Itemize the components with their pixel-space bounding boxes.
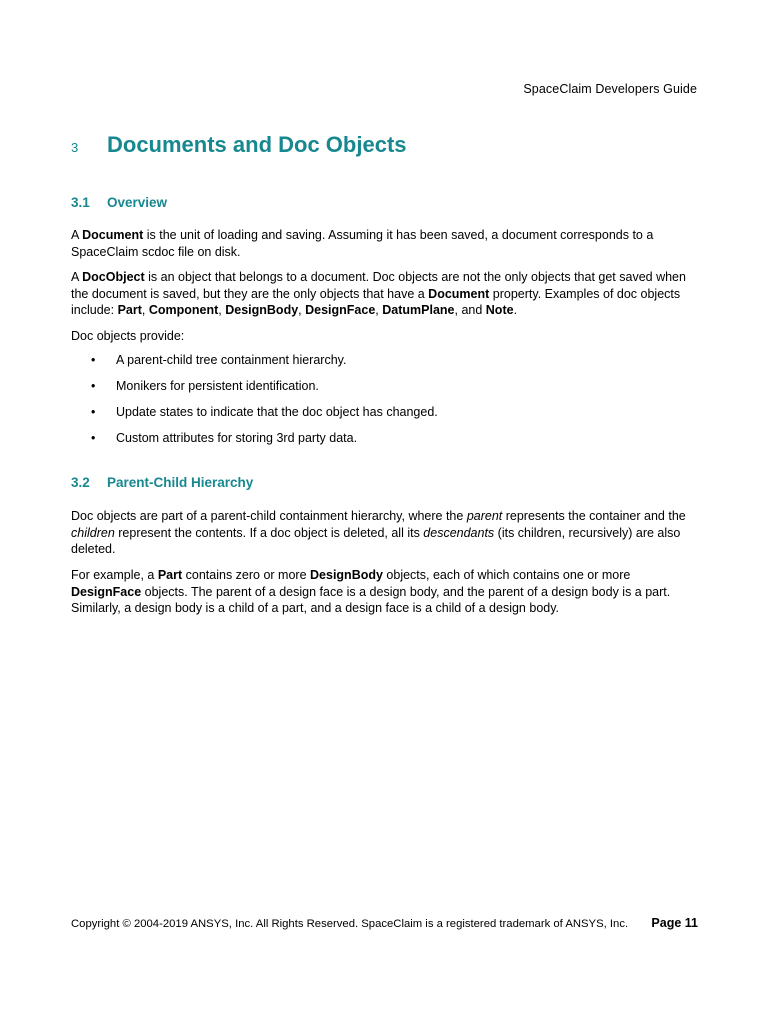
text-run: Doc objects are part of a parent-child containment hierarchy, where the bbox=[71, 509, 467, 523]
term-note: Note bbox=[485, 303, 514, 317]
text-run: , bbox=[375, 303, 383, 317]
text-run: property. Examples of doc objects include: bbox=[71, 286, 681, 317]
overview-paragraph-document bbox=[71, 227, 701, 260]
bullet-dot-icon: • bbox=[91, 379, 96, 393]
term-document: Document bbox=[82, 228, 144, 242]
chapter-number: 3 bbox=[71, 140, 79, 155]
text-run: represents the container and the bbox=[502, 509, 686, 523]
list-item-text: Custom attributes for storing 3rd party data. bbox=[116, 431, 358, 445]
section-heading-overview bbox=[71, 195, 167, 210]
term-document-property: Document bbox=[428, 286, 490, 301]
text-run: A bbox=[71, 270, 83, 284]
chapter-title: Documents and Doc Objects bbox=[107, 132, 407, 157]
text-run: objects, each of which contains one or more bbox=[382, 568, 631, 582]
text-run: is the unit of loading and saving. Assuming it has been saved, a document corresponds to a SpaceClaim scdoc file on disk. bbox=[71, 228, 654, 259]
text-run: objects. The parent of a design face is a design body, and the parent of a design body is a part. Similarly, a design body is a child of a part, and a design face is a child of a design body. bbox=[71, 584, 671, 615]
page-number: Page 11 bbox=[651, 916, 698, 930]
list-item bbox=[71, 430, 701, 456]
text-run: is an object that belongs to a document. Doc objects are not the only objects that get saved when the document is saved, but they are the only objects that have a bbox=[71, 270, 686, 301]
term-parent: parent bbox=[466, 509, 503, 523]
text-run: . bbox=[513, 303, 518, 317]
hierarchy-paragraph-definition bbox=[71, 508, 701, 558]
section-title: Overview bbox=[107, 195, 168, 210]
text-run: , bbox=[298, 303, 306, 317]
chapter-heading bbox=[71, 132, 701, 158]
term-designbody: DesignBody bbox=[310, 568, 383, 582]
list-item bbox=[71, 404, 701, 430]
list-item bbox=[71, 378, 701, 404]
term-component: Component bbox=[148, 303, 219, 317]
text-run: A bbox=[71, 228, 83, 242]
overview-paragraph-docobject bbox=[71, 269, 701, 319]
text-run: , and bbox=[454, 303, 486, 317]
text-run: For example, a bbox=[71, 568, 158, 582]
term-datumplane: DatumPlane bbox=[382, 303, 455, 317]
text-run: represent the contents. If a doc object is deleted, all its bbox=[114, 525, 424, 540]
text-run: contains zero or more bbox=[182, 568, 311, 582]
overview-paragraph-provides: Doc objects provide: bbox=[71, 329, 185, 343]
term-descendants: descendants bbox=[423, 525, 495, 540]
section-number: 3.1 bbox=[71, 195, 90, 210]
section-number: 3.2 bbox=[71, 475, 90, 490]
term-children: children bbox=[71, 525, 115, 540]
term-part: Part bbox=[157, 568, 183, 582]
list-item-text: A parent-child tree containment hierarchy. bbox=[116, 353, 347, 367]
list-item-text: Update states to indicate that the doc object has changed. bbox=[116, 405, 438, 419]
term-designbody: DesignBody bbox=[225, 303, 299, 317]
list-item bbox=[71, 352, 701, 378]
section-title: Parent-Child Hierarchy bbox=[107, 475, 254, 490]
hierarchy-paragraph-example bbox=[71, 567, 701, 617]
term-designface: DesignFace bbox=[305, 303, 376, 317]
list-item-text: Monikers for persistent identification. bbox=[116, 379, 319, 393]
bullet-dot-icon: • bbox=[91, 431, 96, 445]
text-run: (its children, recursively) are also deleted. bbox=[71, 525, 681, 556]
running-header: SpaceClaim Developers Guide bbox=[523, 82, 697, 96]
text-run: , bbox=[141, 303, 149, 317]
term-part: Part bbox=[117, 303, 142, 317]
text-run: , bbox=[218, 303, 226, 317]
term-docobject: DocObject bbox=[82, 270, 145, 284]
doc-objects-bullet-list bbox=[71, 352, 701, 456]
term-designface: DesignFace bbox=[71, 584, 142, 599]
bullet-dot-icon: • bbox=[91, 353, 96, 367]
section-heading-parent-child bbox=[71, 475, 253, 490]
footer-copyright: Copyright © 2004-2019 ANSYS, Inc. All Rights Reserved. SpaceClaim is a registered trademark of ANSYS, Inc. bbox=[71, 918, 629, 930]
bullet-dot-icon: • bbox=[91, 405, 96, 419]
